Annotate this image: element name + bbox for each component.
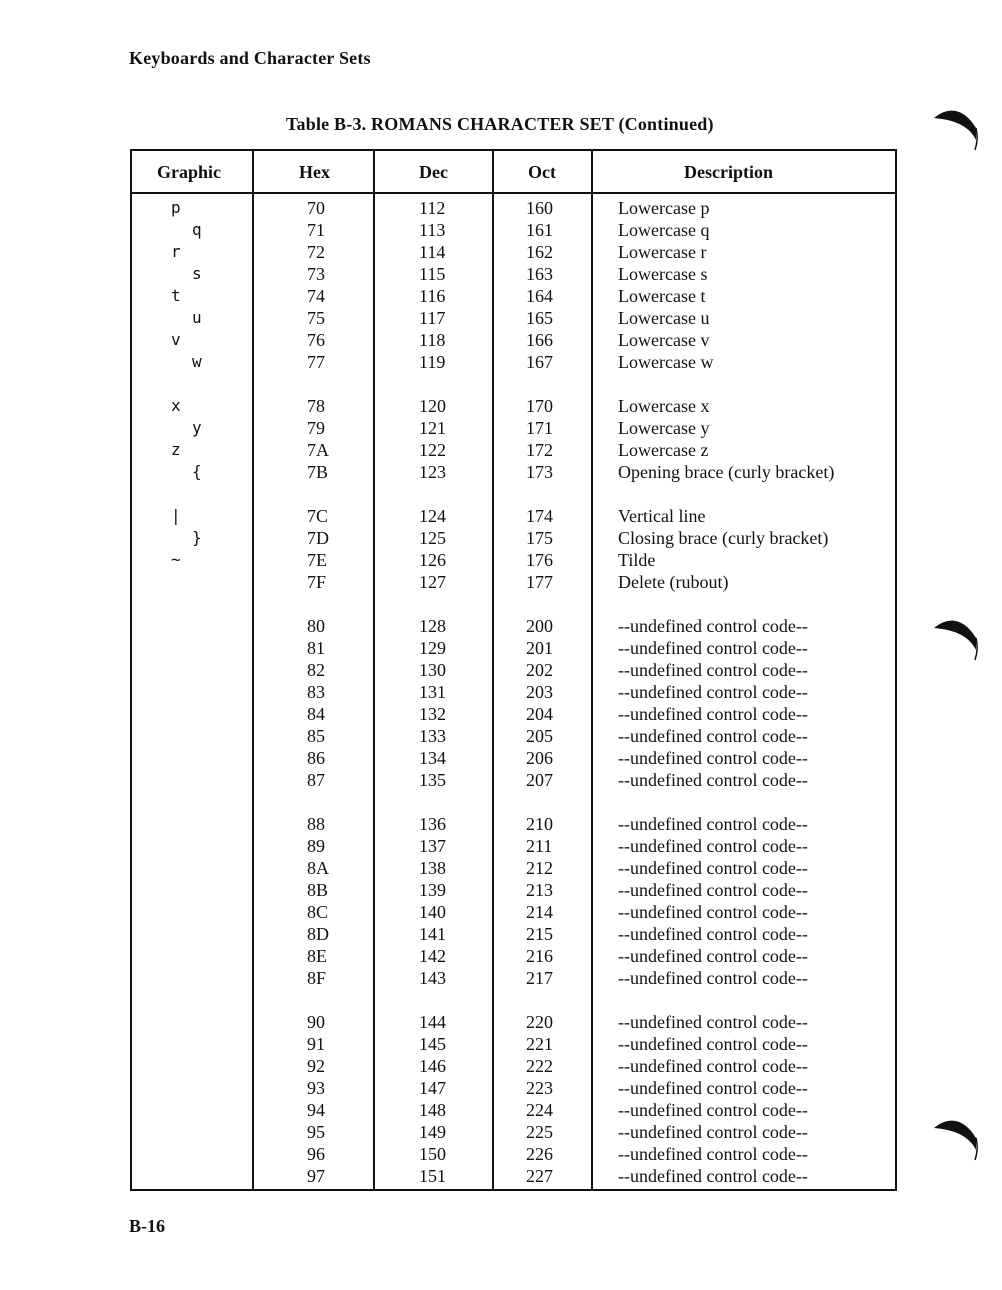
cell-graphic: w — [192, 352, 202, 371]
cell-graphic: z — [171, 440, 181, 459]
cell-oct: 215 — [526, 924, 553, 944]
cell-graphic: s — [192, 264, 202, 283]
column-divider-dec — [373, 151, 375, 1189]
cell-description: --undefined control code-- — [618, 660, 808, 680]
cell-hex: 75 — [307, 308, 325, 328]
cell-description: Lowercase y — [618, 418, 710, 438]
cell-description: --undefined control code-- — [618, 726, 808, 746]
cell-hex: 89 — [307, 836, 325, 856]
cell-hex: 82 — [307, 660, 325, 680]
cell-dec: 133 — [419, 726, 446, 746]
cell-dec: 117 — [419, 308, 446, 328]
cell-hex: 81 — [307, 638, 325, 658]
cell-graphic: ~ — [171, 550, 181, 569]
cell-hex: 93 — [307, 1078, 325, 1098]
cell-graphic: x — [171, 396, 181, 415]
cell-graphic: | — [171, 506, 181, 525]
cell-hex: 91 — [307, 1034, 325, 1054]
cell-dec: 121 — [419, 418, 446, 438]
cell-hex: 7A — [307, 440, 329, 460]
cell-oct: 216 — [526, 946, 553, 966]
cell-hex: 76 — [307, 330, 325, 350]
cell-description: --undefined control code-- — [618, 814, 808, 834]
cell-graphic: { — [192, 462, 202, 481]
cell-dec: 119 — [419, 352, 446, 372]
header-hex: Hex — [299, 162, 330, 182]
cell-description: --undefined control code-- — [618, 902, 808, 922]
cell-dec: 128 — [419, 616, 446, 636]
cell-oct: 164 — [526, 286, 553, 306]
cell-hex: 94 — [307, 1100, 325, 1120]
cell-oct: 174 — [526, 506, 553, 526]
cell-dec: 134 — [419, 748, 446, 768]
cell-description: --undefined control code-- — [618, 924, 808, 944]
cell-dec: 132 — [419, 704, 446, 724]
cell-description: Lowercase t — [618, 286, 706, 306]
cell-hex: 7F — [307, 572, 327, 592]
cell-description: --undefined control code-- — [618, 1122, 808, 1142]
header-oct: Oct — [528, 162, 556, 182]
cell-dec: 126 — [419, 550, 446, 570]
cell-description: Lowercase x — [618, 396, 710, 416]
cell-graphic: r — [171, 242, 181, 261]
cell-hex: 78 — [307, 396, 325, 416]
cell-dec: 125 — [419, 528, 446, 548]
cell-dec: 122 — [419, 440, 446, 460]
cell-oct: 160 — [526, 198, 553, 218]
cell-oct: 221 — [526, 1034, 553, 1054]
cell-dec: 120 — [419, 396, 446, 416]
cell-hex: 80 — [307, 616, 325, 636]
column-divider-oct — [492, 151, 494, 1189]
cell-dec: 140 — [419, 902, 446, 922]
cell-oct: 175 — [526, 528, 553, 548]
table-caption: Table B-3. ROMANS CHARACTER SET (Continued) — [286, 114, 714, 134]
cell-oct: 222 — [526, 1056, 553, 1076]
cell-dec: 135 — [419, 770, 446, 790]
cell-dec: 146 — [419, 1056, 446, 1076]
cell-graphic: v — [171, 330, 181, 349]
cell-oct: 203 — [526, 682, 553, 702]
column-divider-hex — [252, 151, 254, 1189]
cell-hex: 79 — [307, 418, 325, 438]
cell-description: Lowercase p — [618, 198, 710, 218]
cell-hex: 95 — [307, 1122, 325, 1142]
cell-oct: 210 — [526, 814, 553, 834]
cell-hex: 87 — [307, 770, 325, 790]
cell-oct: 214 — [526, 902, 553, 922]
cell-oct: 167 — [526, 352, 553, 372]
cell-dec: 131 — [419, 682, 446, 702]
cell-description: --undefined control code-- — [618, 1100, 808, 1120]
cell-description: Closing brace (curly bracket) — [618, 528, 829, 548]
binder-hole-mark-top — [930, 100, 980, 152]
cell-oct: 224 — [526, 1100, 553, 1120]
cell-dec: 141 — [419, 924, 446, 944]
cell-description: --undefined control code-- — [618, 748, 808, 768]
cell-description: Opening brace (curly bracket) — [618, 462, 835, 482]
header-graphic: Graphic — [157, 162, 222, 182]
character-table — [130, 149, 897, 1191]
header-divider — [132, 192, 895, 194]
cell-hex: 92 — [307, 1056, 325, 1076]
cell-oct: 177 — [526, 572, 553, 592]
cell-description: --undefined control code-- — [618, 1144, 808, 1164]
cell-hex: 70 — [307, 198, 325, 218]
cell-oct: 223 — [526, 1078, 553, 1098]
cell-description: Lowercase u — [618, 308, 710, 328]
cell-description: Vertical line — [618, 506, 706, 526]
cell-oct: 204 — [526, 704, 553, 724]
cell-hex: 77 — [307, 352, 325, 372]
cell-hex: 8D — [307, 924, 329, 944]
cell-description: Lowercase r — [618, 242, 707, 262]
cell-oct: 166 — [526, 330, 553, 350]
header-description: Description — [684, 162, 773, 182]
cell-graphic: u — [192, 308, 202, 327]
cell-description: --undefined control code-- — [618, 682, 808, 702]
cell-oct: 213 — [526, 880, 553, 900]
cell-dec: 143 — [419, 968, 446, 988]
cell-graphic: } — [192, 528, 202, 547]
cell-dec: 124 — [419, 506, 446, 526]
page-number: B-16 — [129, 1216, 165, 1236]
cell-description: --undefined control code-- — [618, 1034, 808, 1054]
cell-oct: 227 — [526, 1166, 553, 1186]
running-head: Keyboards and Character Sets — [129, 48, 371, 68]
cell-hex: 73 — [307, 264, 325, 284]
cell-graphic: q — [192, 220, 202, 239]
cell-description: Lowercase z — [618, 440, 709, 460]
cell-dec: 115 — [419, 264, 446, 284]
cell-description: --undefined control code-- — [618, 704, 808, 724]
cell-dec: 145 — [419, 1034, 446, 1054]
cell-dec: 144 — [419, 1012, 446, 1032]
cell-dec: 148 — [419, 1100, 446, 1120]
cell-dec: 116 — [419, 286, 446, 306]
cell-dec: 151 — [419, 1166, 446, 1186]
cell-description: --undefined control code-- — [618, 616, 808, 636]
cell-oct: 162 — [526, 242, 553, 262]
cell-description: --undefined control code-- — [618, 858, 808, 878]
cell-oct: 176 — [526, 550, 553, 570]
cell-oct: 220 — [526, 1012, 553, 1032]
cell-dec: 129 — [419, 638, 446, 658]
cell-hex: 8B — [307, 880, 329, 900]
cell-oct: 172 — [526, 440, 553, 460]
cell-oct: 226 — [526, 1144, 553, 1164]
cell-description: --undefined control code-- — [618, 1056, 808, 1076]
cell-dec: 147 — [419, 1078, 446, 1098]
cell-hex: 7C — [307, 506, 329, 526]
binder-hole-mark-bottom — [930, 1110, 980, 1162]
cell-hex: 84 — [307, 704, 325, 724]
cell-oct: 225 — [526, 1122, 553, 1142]
cell-description: --undefined control code-- — [618, 638, 808, 658]
cell-oct: 173 — [526, 462, 553, 482]
cell-oct: 165 — [526, 308, 553, 328]
cell-description: Tilde — [618, 550, 656, 570]
cell-hex: 72 — [307, 242, 325, 262]
cell-hex: 8A — [307, 858, 329, 878]
cell-oct: 161 — [526, 220, 553, 240]
cell-graphic: t — [171, 286, 181, 305]
cell-oct: 207 — [526, 770, 553, 790]
cell-description: --undefined control code-- — [618, 946, 808, 966]
cell-dec: 136 — [419, 814, 446, 834]
cell-dec: 123 — [419, 462, 446, 482]
header-dec: Dec — [419, 162, 448, 182]
cell-hex: 96 — [307, 1144, 325, 1164]
cell-dec: 139 — [419, 880, 446, 900]
cell-graphic: y — [192, 418, 202, 437]
binder-hole-mark-middle — [930, 610, 980, 662]
cell-hex: 90 — [307, 1012, 325, 1032]
cell-description: --undefined control code-- — [618, 968, 808, 988]
cell-description: Delete (rubout) — [618, 572, 729, 592]
cell-oct: 201 — [526, 638, 553, 658]
cell-description: --undefined control code-- — [618, 880, 808, 900]
cell-dec: 150 — [419, 1144, 446, 1164]
cell-hex: 8E — [307, 946, 327, 966]
cell-hex: 74 — [307, 286, 325, 306]
cell-dec: 142 — [419, 946, 446, 966]
cell-oct: 217 — [526, 968, 553, 988]
cell-dec: 138 — [419, 858, 446, 878]
cell-oct: 211 — [526, 836, 553, 856]
cell-hex: 97 — [307, 1166, 325, 1186]
cell-dec: 127 — [419, 572, 446, 592]
cell-dec: 112 — [419, 198, 446, 218]
cell-description: Lowercase s — [618, 264, 708, 284]
cell-dec: 113 — [419, 220, 446, 240]
cell-hex: 7E — [307, 550, 327, 570]
cell-hex: 88 — [307, 814, 325, 834]
cell-hex: 71 — [307, 220, 325, 240]
column-divider-description — [591, 151, 593, 1189]
cell-oct: 205 — [526, 726, 553, 746]
cell-dec: 130 — [419, 660, 446, 680]
cell-dec: 118 — [419, 330, 446, 350]
cell-description: --undefined control code-- — [618, 1166, 808, 1186]
cell-description: --undefined control code-- — [618, 1078, 808, 1098]
cell-description: --undefined control code-- — [618, 770, 808, 790]
cell-hex: 86 — [307, 748, 325, 768]
cell-hex: 7B — [307, 462, 329, 482]
cell-oct: 202 — [526, 660, 553, 680]
cell-description: Lowercase v — [618, 330, 710, 350]
cell-description: --undefined control code-- — [618, 836, 808, 856]
cell-hex: 85 — [307, 726, 325, 746]
cell-hex: 83 — [307, 682, 325, 702]
cell-oct: 163 — [526, 264, 553, 284]
cell-oct: 206 — [526, 748, 553, 768]
cell-dec: 114 — [419, 242, 446, 262]
cell-description: Lowercase q — [618, 220, 710, 240]
cell-hex: 8C — [307, 902, 329, 922]
cell-oct: 171 — [526, 418, 553, 438]
cell-dec: 137 — [419, 836, 446, 856]
cell-description: Lowercase w — [618, 352, 714, 372]
cell-hex: 7D — [307, 528, 329, 548]
cell-oct: 200 — [526, 616, 553, 636]
cell-description: --undefined control code-- — [618, 1012, 808, 1032]
cell-graphic: p — [171, 198, 181, 217]
cell-oct: 170 — [526, 396, 553, 416]
cell-oct: 212 — [526, 858, 553, 878]
cell-hex: 8F — [307, 968, 327, 988]
cell-dec: 149 — [419, 1122, 446, 1142]
